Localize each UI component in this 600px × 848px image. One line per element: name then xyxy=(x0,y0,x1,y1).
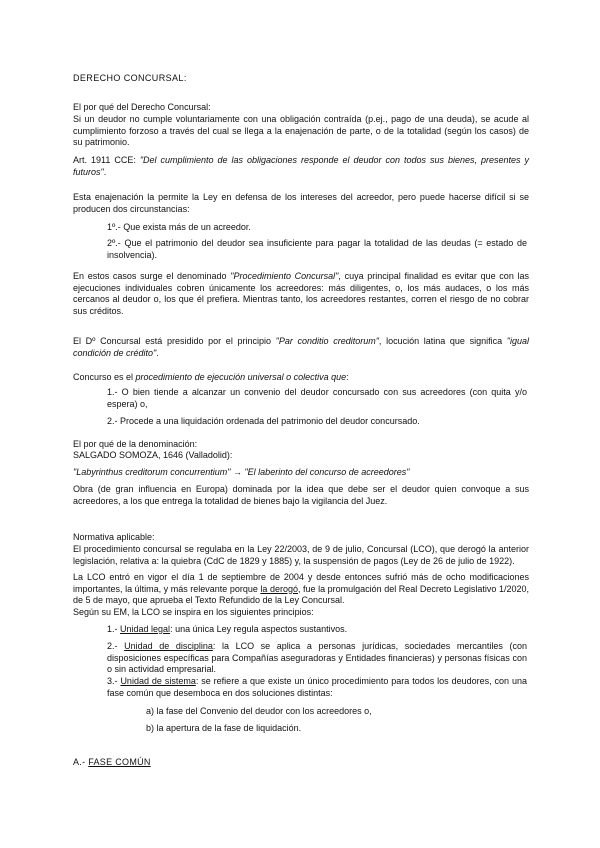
spanish-title: "El laberinto del concurso de acreedores" xyxy=(244,467,410,477)
solucion-a: a) la fase del Convenio del deudor con los acreedores o, xyxy=(146,706,372,716)
principio-end: . xyxy=(156,347,159,358)
normativa-body-2 xyxy=(73,572,529,607)
fase-comun-heading xyxy=(73,757,151,769)
porque-body: Si un deudor no cumple voluntariamente con una obligación contraída (p.ej., pago de una deuda), se acude al cumplimiento forzoso a través del cual se llega a la enajenación de parte, o de la totalidad (según los casos) de su patrimonio. xyxy=(73,114,529,147)
principio-paragraph xyxy=(73,336,529,359)
concurso-term: procedimiento de ejecución universal o colectiva que xyxy=(135,372,347,382)
fase-prefix: A.- xyxy=(73,757,89,767)
normativa-body-2-pre: La LCO entró en vigor el día 1 de septiembre de 2004 y desde entonces sufrió más de ocho modificaciones importantes, la última, y más relevante porque xyxy=(73,572,529,594)
circunstancia-2: 2º.- Que el patrimonio del deudor sea insuficiente para pagar la totalidad de las deudas (= estado de insolvencia). xyxy=(107,238,527,260)
art-1911-paragraph xyxy=(73,155,529,178)
normativa-body-1: El procedimiento concursal se regulaba en la Ley 22/2003, de 9 de julio, Concursal (LCO), que derogó la anterior legislación, relativa a: la quiebra (CdC de 1829 y 1885) y, la suspensión de pagos (Ley de 26 de julio de 1922). xyxy=(73,544,529,566)
principio-meaning: "igual condición de crédito" xyxy=(73,336,529,358)
normativa-heading: Normativa aplicable: xyxy=(73,532,155,542)
normativa-body-2-underlined: la derogó xyxy=(260,583,298,594)
normativa-body-3: Según su EM, la LCO se inspira en los siguientes principios: xyxy=(73,607,314,617)
fase-title: FASE COMÚN xyxy=(88,757,151,767)
art-quote: "Del cumplimiento de las obligaciones responde el deudor con todos sus bienes, presentes y futuros" xyxy=(73,155,529,177)
latin-title: "Labyrinthus creditorum concurrentium" xyxy=(73,467,231,477)
document-title: DERECHO CONCURSAL: xyxy=(73,73,187,83)
denominacion-body: Obra (de gran influencia en Europa) dominada por la idea que debe ser el deudor quien convoque a sus acreedores, a los que entrega la totalidad de bienes bajo la vigilancia del Juez. xyxy=(73,484,529,506)
denominacion-author: SALGADO SOMOZA, 1646 (Valladolid): xyxy=(73,450,233,460)
enajenacion-body: Esta enajenación la permite la Ley en defensa de los intereses del acreedor, pero puede hacerse difícil si se producen dos circunstancias: xyxy=(73,192,529,214)
solucion-b: b) la apertura de la fase de liquidación. xyxy=(146,723,302,733)
p2-text: : la LCO se aplica a personas jurídicas, sociedades mercantiles (con disposiciones específicas para Compañías aseguradoras y Entidades financieras) y personas físicas con o sin actividad empresarial. xyxy=(107,641,527,674)
p2-term: Unidad de disciplina xyxy=(124,641,213,651)
normativa-body-2-post: , fue la promulgación del Real Decreto Legislativo 1/2020, de 5 de mayo, que aprueba el Texto Refundido de la Ley Concursal. xyxy=(73,583,530,605)
p1-term: Unidad legal xyxy=(120,624,171,634)
concurso-pre: Concurso es el xyxy=(73,372,136,382)
concurso-item-1: 1.- O bien tiende a alcanzar un convenio del deudor concursado con sus acreedores (con quita y/o espera) o, xyxy=(107,387,527,409)
p1-num: 1.- xyxy=(107,624,121,634)
concurso-post: : xyxy=(346,372,349,382)
procedimiento-post: , cuya principal finalidad es evitar que con las ejecuciones individuales cobren únicamente los acreedores: más diligentes, o, los más audaces, o los más cercanos al deudor o, los que él prefiera. Mientras tanto, los acreedores restantes, corren el riesgo de no cobrar sus créditos. xyxy=(73,271,530,316)
concurso-definition xyxy=(73,372,529,384)
procedimiento-term: "Procedimiento Concursal" xyxy=(230,271,339,281)
principio-unidad-disciplina xyxy=(107,641,527,676)
art-suffix: . xyxy=(103,166,107,177)
p2-num: 2.- xyxy=(107,641,125,651)
procedimiento-paragraph xyxy=(73,271,529,317)
principio-pre: El Dº Concursal está presidido por el principio xyxy=(73,336,276,346)
procedimiento-pre: En estos casos surge el denominado xyxy=(73,271,231,281)
p3-text: : se refiere a que existe un único procedimiento para todos los deudores, con una fase común que desemboca en dos soluciones distintas: xyxy=(107,676,527,698)
porque-heading: El por qué del Derecho Concursal: xyxy=(73,102,211,112)
circunstancia-1: 1º.- Que exista más de un acreedor. xyxy=(107,222,251,232)
p1-text: : una única Ley regula aspectos sustantivos. xyxy=(170,624,348,634)
arrow-icon: → xyxy=(230,467,245,477)
principio-unidad-sistema xyxy=(107,676,527,699)
art-prefix: Art. 1911 CCE: xyxy=(73,155,140,165)
p3-term: Unidad de sistema xyxy=(120,676,196,686)
denominacion-heading: El por qué de la denominación: xyxy=(73,439,198,449)
principio-unidad-legal xyxy=(107,624,527,636)
denominacion-titles xyxy=(73,467,529,479)
principio-term: "Par conditio creditorum" xyxy=(275,336,379,346)
concurso-item-2: 2.- Procede a una liquidación ordenada del patrimonio del deudor concursado. xyxy=(107,416,420,426)
p3-num: 3.- xyxy=(107,676,121,686)
principio-mid: , locución latina que significa xyxy=(378,336,507,346)
